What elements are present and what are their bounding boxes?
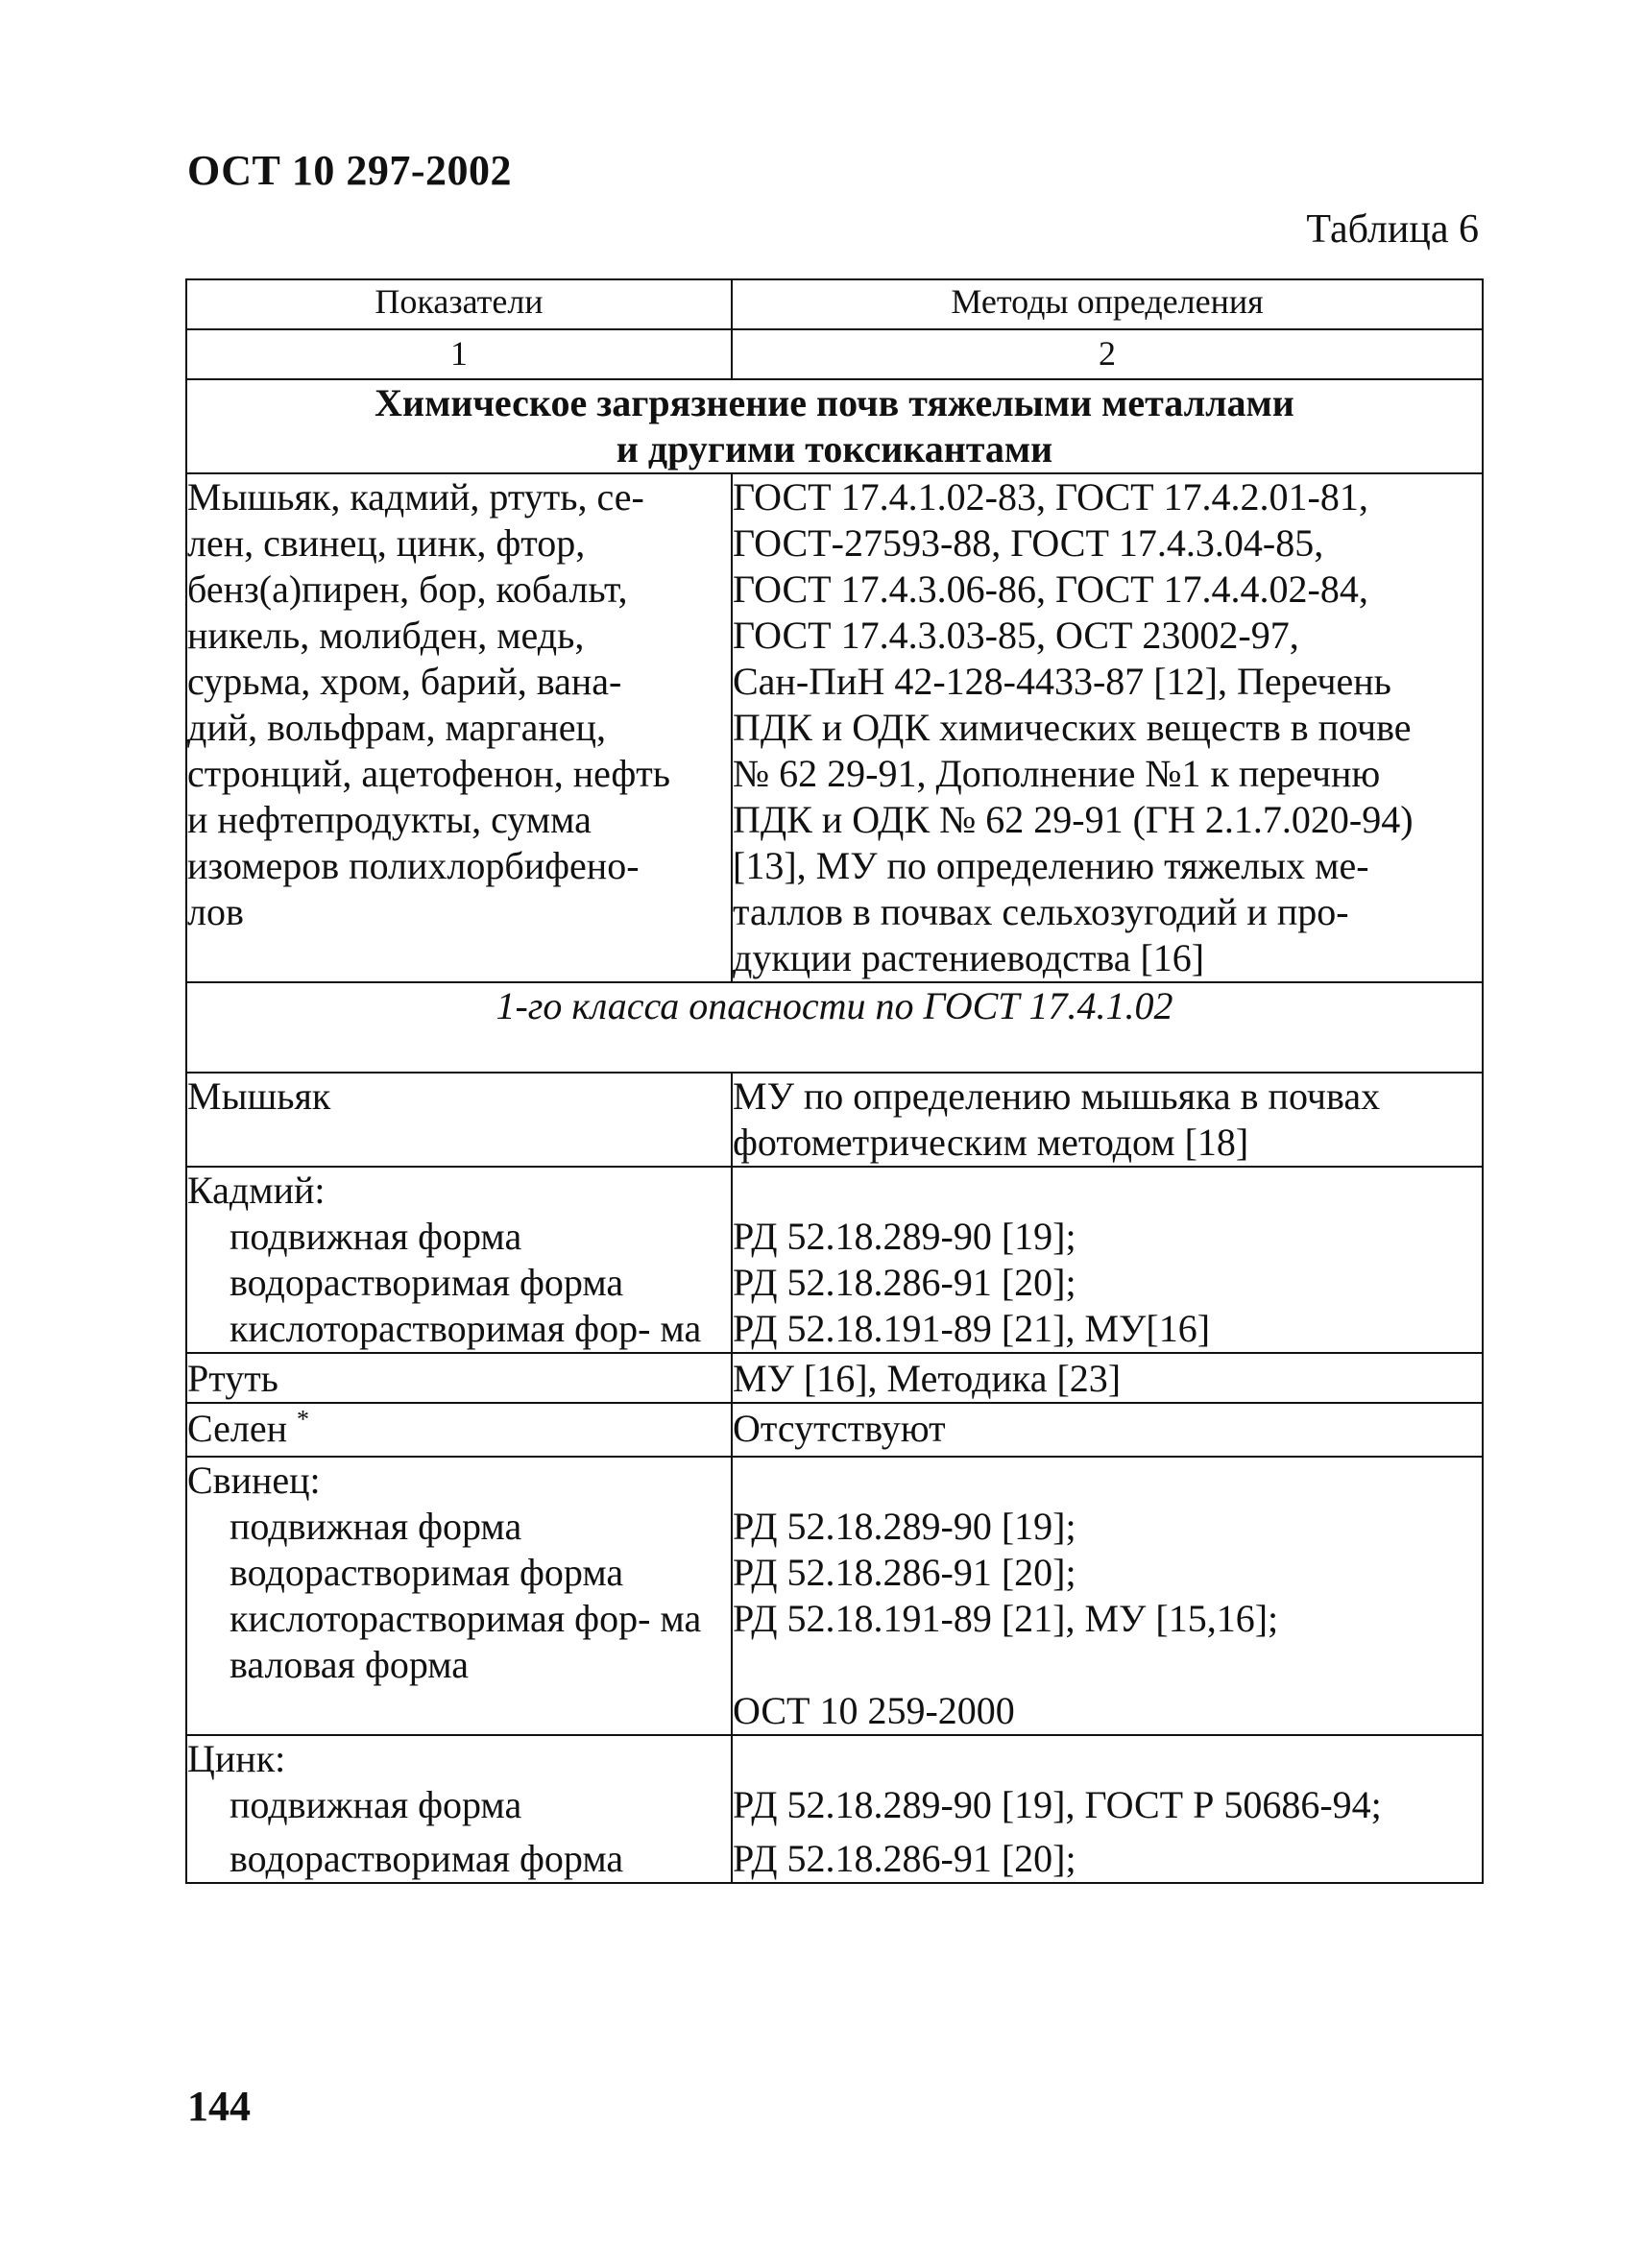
form-label: кислоторастворимая фор- ма	[230, 1307, 702, 1350]
page-number: 144	[187, 2083, 251, 2130]
method-line: ПДК и ОДК № 62 29-91 (ГН 2.1.7.020-94)	[733, 798, 1414, 841]
form-label: подвижная форма	[230, 1505, 522, 1548]
method-line: ГОСТ-27593-88, ГОСТ 17.4.3.04-85,	[733, 521, 1324, 565]
table-row	[186, 1403, 1483, 1457]
hazard-class-row	[186, 982, 1483, 1073]
method-line: № 62 29-91, Дополнение №1 к перечню	[733, 752, 1381, 795]
indicator-line: лен, свинец, цинк, фтор,	[187, 521, 586, 565]
method-line: ГОСТ 17.4.3.03-85, ОСТ 23002-97,	[733, 614, 1299, 657]
form-label: водорастворимая форма	[230, 1551, 624, 1594]
hazard-class-heading: 1-го класса опасности по ГОСТ 17.4.1.02	[186, 982, 1483, 1073]
table-row	[186, 1735, 1483, 1883]
method-spacer	[733, 1642, 1482, 1688]
form-label: кислоторастворимая фор- ма	[230, 1597, 702, 1640]
method-line: РД 52.18.191-89 [21], МУ[16]	[733, 1307, 1211, 1350]
cadmium-indicators-cell	[186, 1167, 732, 1353]
method-line: [13], МУ по определению тяжелых ме-	[733, 844, 1369, 887]
arsenic-methods-cell	[732, 1073, 1483, 1167]
table-header-row	[186, 279, 1483, 329]
section-heading-line-1: Химическое загрязнение почв тяжелыми металлами	[375, 381, 1294, 424]
table-caption: Таблица 6	[1306, 207, 1479, 252]
indicator-line: изомеров полихлорбифено-	[187, 844, 640, 887]
section-heading	[186, 379, 1483, 473]
footnote-mark: *	[297, 1405, 310, 1434]
indicator-line: сурьма, хром, барий, вана-	[187, 660, 622, 703]
cadmium-name: Кадмий:	[187, 1169, 326, 1212]
method-line: фотометрическим методом [18]	[733, 1121, 1249, 1164]
col-header-methods: Методы определения	[732, 279, 1483, 329]
table-row	[186, 473, 1483, 982]
section-heading-row	[186, 379, 1483, 473]
method-line: ГОСТ 17.4.1.02-83, ГОСТ 17.4.2.01-81,	[733, 475, 1368, 519]
col-number-1: 1	[186, 329, 732, 379]
column-number-row	[186, 329, 1483, 379]
zinc-methods-cell	[732, 1735, 1483, 1883]
method-line: РД 52.18.289-90 [19], ГОСТ Р 50686-94;	[733, 1783, 1382, 1826]
method-spacer	[733, 1458, 1482, 1504]
method-spacer	[733, 1168, 1482, 1214]
method-line: дукции растениеводства [16]	[733, 936, 1205, 979]
table-row	[186, 1353, 1483, 1403]
section-heading-line-2: и другими токсикантами	[616, 427, 1053, 470]
method-line: Сан-ПиН 42-128-4433-87 [12], Перечень	[733, 660, 1391, 703]
zinc-indicators-cell	[186, 1735, 732, 1883]
col-number-2: 2	[732, 329, 1483, 379]
selenium-cell	[186, 1403, 732, 1457]
form-label: подвижная форма	[230, 1783, 522, 1826]
col-header-indicators: Показатели	[186, 279, 732, 329]
lead-name: Свинец:	[187, 1459, 321, 1502]
indicator-line: лов	[187, 890, 244, 933]
method-line: РД 52.18.289-90 [19];	[733, 1215, 1076, 1258]
selenium-name: Селен	[187, 1407, 288, 1450]
indicator-line: бенз(а)пирен, бор, кобальт,	[187, 567, 628, 611]
indicator-line: Мышьяк, кадмий, ртуть, се-	[187, 475, 644, 519]
form-label: валовая форма	[230, 1643, 470, 1686]
method-line: ПДК и ОДК химических веществ в почве	[733, 706, 1412, 749]
method-line: ОСТ 10 259-2000	[733, 1689, 1015, 1732]
lead-indicators-cell	[186, 1457, 732, 1735]
method-line: РД 52.18.191-89 [21], МУ [15,16];	[733, 1597, 1279, 1640]
method-line: ГОСТ 17.4.3.06-86, ГОСТ 17.4.4.02-84,	[733, 567, 1368, 611]
indicator-line: никель, молибден, медь,	[187, 614, 585, 657]
lead-methods-cell	[732, 1457, 1483, 1735]
method-line: РД 52.18.286-91 [20];	[733, 1551, 1076, 1594]
indicator-line: и нефтепродукты, сумма	[187, 798, 592, 841]
form-label: водорастворимая форма	[230, 1837, 624, 1880]
table-row	[186, 1073, 1483, 1167]
indicator-line: стронций, ацетофенон, нефть	[187, 752, 670, 795]
mercury-method: МУ [16], Методика [23]	[732, 1353, 1483, 1403]
mercury-name: Ртуть	[186, 1353, 732, 1403]
method-spacer	[733, 1736, 1482, 1782]
method-line: РД 52.18.286-91 [20];	[733, 1837, 1076, 1880]
table-row	[186, 1457, 1483, 1735]
form-label: подвижная форма	[230, 1215, 522, 1258]
arsenic-name: Мышьяк	[186, 1073, 732, 1167]
general-indicators-cell	[186, 473, 732, 982]
table-row	[186, 1167, 1483, 1353]
general-methods-cell	[732, 473, 1483, 982]
indicator-line: дий, вольфрам, марганец,	[187, 706, 606, 749]
method-line: таллов в почвах сельхозугодий и про-	[733, 890, 1349, 933]
methods-table	[185, 278, 1484, 1884]
method-line: МУ по определению мышьяка в почвах	[733, 1074, 1381, 1118]
selenium-method: Отсутствуют	[732, 1403, 1483, 1457]
zinc-name: Цинк:	[187, 1737, 286, 1780]
method-line: РД 52.18.286-91 [20];	[733, 1261, 1076, 1304]
cadmium-methods-cell	[732, 1167, 1483, 1353]
method-line: РД 52.18.289-90 [19];	[733, 1505, 1076, 1548]
form-label: водорастворимая форма	[230, 1261, 624, 1304]
document-code: ОСТ 10 297-2002	[187, 147, 513, 194]
